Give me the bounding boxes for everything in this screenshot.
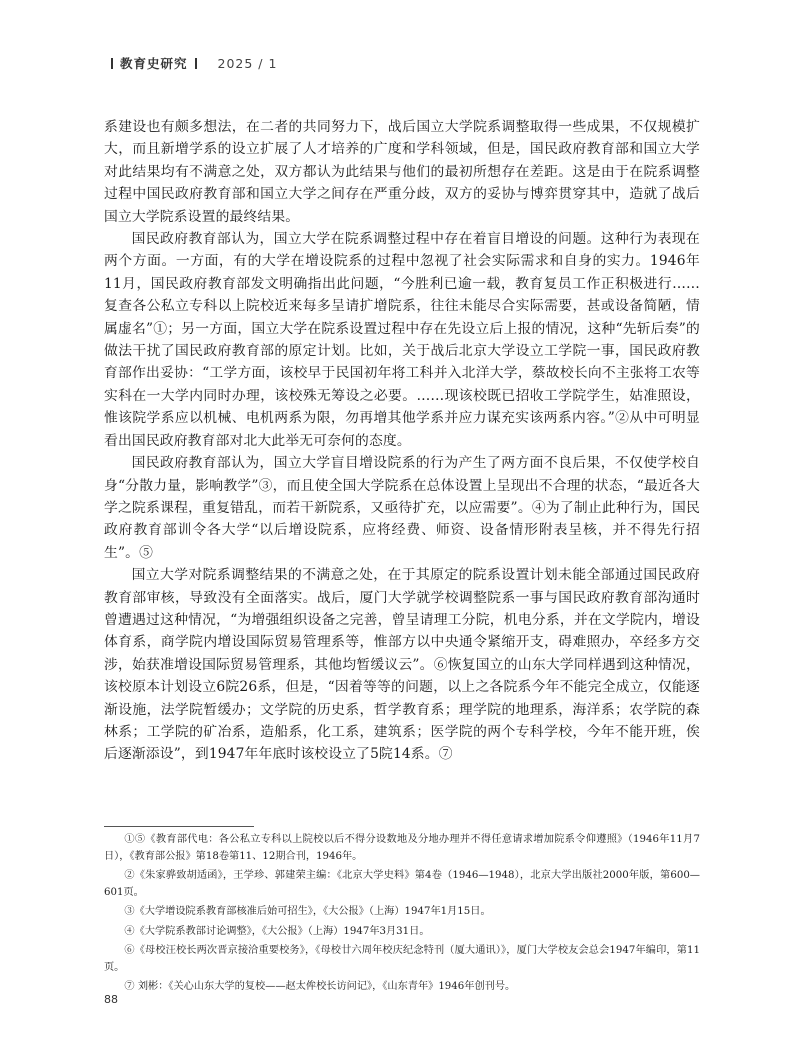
footnotes [104,832,700,999]
header-bar-left [111,58,113,69]
paragraph: 国民政府教育部认为，国立大学盲目增设院系的行为产生了两方面不良后果，不仅使学校自身“分散力量，影响教学”③，而且使全国大学院系在总体设置上呈现出不合理的状态，“最近各大学之院系课程，重复错乱，而若干新院系，又亟待扩充，以应需要”。④为了制止此种行为，国民政府教育部训令各大学“以后增设院系，应将经费、师资、设备情形附表呈核，并不得先行招生”。⑤ [104,455,700,561]
paragraph: 国立大学对院系调整结果的不满意之处，在于其原定的院系设置计划未能全部通过国民政府教育部审核，导致没有全面落实。战后，厦门大学就学校调整院系一事与国民政府教育部沟通时曾遭遇过这种情况，“为增强组织设备之完善，曾呈请理工分院，机电分系，并在文学院内，增设体育系，商学院内增设国际贸易管理系等，惟部方以中央通令紧缩开支，碍难照办，卒经多方交涉，始获准增设国际贸易管理系，其他均暂缓议云”。⑥恢复国立的山东大学同样遇到这种情况，该校原本计划设立6院26系，但是，“因着等等的问题，以上之各院系今年不能完全成立，仅能逐渐设施，法学院暂缓办；文学院的历史系，哲学教育系；理学院的地理系，海洋系；农学院的森林系；工学院的矿冶系，造船系，化工系，建筑系；医学院的两个专科学校，今年不能开班，俟后逐渐添设”，到1947年年底时该校设立了5院14系。⑦ [104,567,700,763]
footnote: ⑥《母校汪校长两次晋京接洽重要校务》，《母校廿六周年校庆纪念特刊（厦大通讯）》，厦门大学校友会总会1947年编印，第11页。 [104,945,700,973]
issue-number: 2025 / 1 [217,55,278,71]
footnote: ①⑤《教育部代电：各公私立专科以上院校以后不得分设数地及分地办理并不得任意请求增加院系令仰遵照》（1946年11月7日），《教育部公报》第18卷第11、12期合刊，1946年。 [104,834,700,862]
paragraph-continued: 系建设也有颇多想法，在二者的共同努力下，战后国立大学院系调整取得一些成果，不仅规模扩大，而且新增学系的设立扩展了人才培养的广度和学科领域，但是，国民政府教育部和国立大学对此结果均有不满意之处，双方都认为此结果与他们的最初所想存在差距。这是由于在院系调整过程中国民政府教育部和国立大学之间存在严重分歧，双方的妥协与博弈贯穿其中，造就了战后国立大学院系设置的最终结果。 [104,119,700,225]
journal-title: 教育史研究 [120,56,188,71]
running-header [104,54,277,72]
footnote-divider [104,826,254,827]
article-body [104,116,700,766]
header-bar-right [195,58,197,69]
paragraph: 国民政府教育部认为，国立大学在院系调整过程中存在着盲目增设的问题。这种行为表现在两个方面。一方面，有的大学在增设院系的过程中忽视了社会实际需求和自身的实力。1946年11月，国民政府教育部发文明确指出此问题，“今胜利已逾一载，教育复员工作正积极进行……复查各公私立专科以上院校近来每多呈请扩增院系，往往未能尽合实际需要，甚或设备简陋，情属虚名”①；另一方面，国立大学在院系设置过程中存在先设立后上报的情况，这种“先斩后奏”的做法干扰了国民政府教育部的原定计划。比如，关于战后北京大学设立工学院一事，国民政府教育部作出妥协：“工学方面，该校早于民国初年将工科并入北洋大学，蔡故校长向不主张将工农等实科在一大学内同时办理，该校殊无筹设之必要。……现该校既已招收工学院学生，姑准照设，惟该院学系应以机械、电机两系为限，勿再增其他学系并应力谋充实该两系内容。”②从中可明显看出国民政府教育部对北大此举无可奈何的态度。 [104,231,700,449]
page-number: 88 [104,993,118,1006]
footnote: ⑦ 刘彬：《关心山东大学的复校——赵太侔校长访问记》，《山东青年》1946年创刊号。 [124,981,516,992]
footnote: ④《大学院系教部讨论调整》，《大公报》（上海）1947年3月31日。 [124,925,430,937]
footnote: ②《朱家骅致胡适函》，王学珍、郭建荣主编：《北京大学史料》第4卷（1946—1948），北京大学出版社2000年版，第600—601页。 [104,870,700,898]
footnote: ③《大学增设院系教育部核准后始可招生》，《大公报》（上海）1947年1月15日。 [124,906,491,917]
